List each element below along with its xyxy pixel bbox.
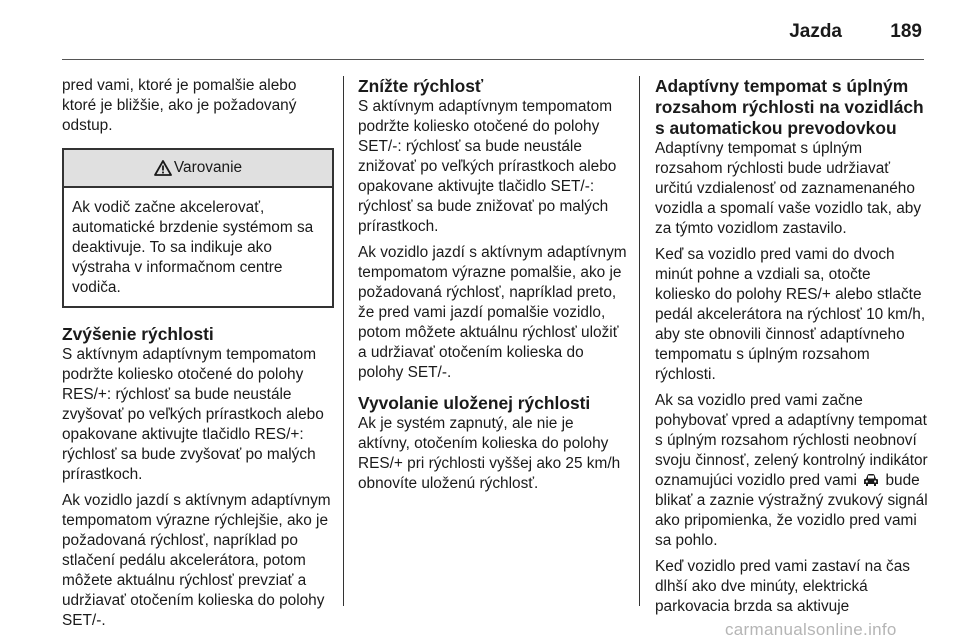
column-3: [655, 76, 930, 623]
warning-triangle-icon: [154, 160, 172, 176]
intro-paragraph: pred vami, ktoré je pomalšie alebo ktoré je bližšie, ako je požadovaný odstup.: [62, 77, 297, 134]
warning-text: Ak vodič začne akcelerovať, automatické brzdenie systémom sa deaktivuje. To sa indikuje ako výstraha v informačnom centre vodiča.: [72, 199, 314, 296]
section-title: Jazda: [789, 21, 842, 42]
warning-header: [64, 150, 332, 188]
decrease-paragraph-2: Ak vozidlo jazdí s aktívnym adaptívnym tempomatom výrazne pomalšie, ako je požadovaná rýchlosť, napríklad preto, že pred vami jazdí pomalšie vozidlo, potom môžete aktuálnu rýchlosť uložiť a udržiavať otočením kolieska do polohy SET/-.: [358, 244, 627, 381]
heading-recall-speed: Vyvolanie uloženej rýchlosti: [358, 393, 591, 413]
increase-paragraph-1: S aktívnym adaptívnym tempomatom podržte koliesko otočené do polohy RES/+: rýchlosť sa bude neustále zvyšovať po veľkých prírastkoch alebo opakovane aktivujte tlačidlo RES/+: rýchlosť sa bude zvyšovať po malých prírastkoch.: [62, 346, 324, 483]
column-divider-1: [343, 76, 344, 606]
warning-label: Varovanie: [173, 159, 243, 176]
recall-paragraph-1: Ak je systém zapnutý, ale nie je aktívny, otočením kolieska do polohy RES/+ pri rýchlosti vyššej ako 25 km/h obnovíte uloženú rýchlosť.: [358, 415, 621, 492]
heading-decrease-speed: Znížte rýchlosť: [358, 76, 484, 96]
warning-box: [62, 148, 334, 308]
column-divider-2: [639, 76, 640, 606]
column-1: [62, 76, 334, 637]
watermark: carmanualsonline.info: [725, 620, 897, 639]
column-2: [358, 76, 628, 500]
adaptive-paragraph-3-start: Ak sa vozidlo pred vami začne pohybovať vpred a adaptívny tempomat s úplným rozsahom rýchlosti neobnoví svoju činnosť, zelený kontrolný indikátor oznamujúci vozidlo pred vami: [655, 392, 928, 489]
header-rule: [62, 59, 924, 60]
adaptive-paragraph-3-end: bude blikať a zaznie výstražný zvukový signál ako pripomienka, že vozidlo pred vami sa pohlo.: [655, 472, 928, 549]
increase-paragraph-2: Ak vozidlo jazdí s aktívnym adaptívnym tempomatom výrazne rýchlejšie, ako je požadovaná rýchlosť, napríklad po stlačení pedálu akcelerátora, potom môžete aktuálnu rýchlosť prevziať a udržiavať otočením kolieska do polohy SET/-.: [62, 492, 331, 629]
heading-adaptive-cruise-full-range: Adaptívny tempomat s úplným rozsahom rýchlosti na vozidlách s automatickou prevodovkou: [655, 76, 924, 138]
heading-increase-speed: Zvýšenie rýchlosti: [62, 324, 214, 344]
adaptive-paragraph-2: Keď sa vozidlo pred vami do dvoch minút pohne a vzdiali sa, otočte koliesko do polohy RES/+ alebo stlačte pedál akcelerátora na rýchlosť 10 km/h, aby ste obnovili činnosť adaptívneho tempomatu s úplným rozsahom rýchlosti.: [655, 246, 926, 383]
adaptive-paragraph-4: Keď vozidlo pred vami zastaví na čas dlhší ako dve minúty, elektrická parkovacia brzda sa aktivuje: [655, 558, 910, 615]
page-header: [0, 0, 960, 60]
decrease-paragraph-1: S aktívnym adaptívnym tempomatom podržte koliesko otočené do polohy SET/-: rýchlosť sa bude neustále znižovať po veľkých prírastkoch alebo opakovane aktivujte tlačidlo SET/-: rýchlosť sa bude znižovať po malých prírastkoch.: [358, 98, 617, 235]
adaptive-paragraph-1: Adaptívny tempomat s úplným rozsahom rýchlosti bude udržiavať určitú vzdialenosť od zaznamenaného vozidla a spomalí vaše vozidlo tak, aby za týmto vozidlom zastavilo.: [655, 140, 922, 237]
vehicle-ahead-icon: [863, 473, 879, 487]
page-number: 189: [890, 21, 922, 42]
adaptive-paragraph-3: [655, 391, 930, 551]
